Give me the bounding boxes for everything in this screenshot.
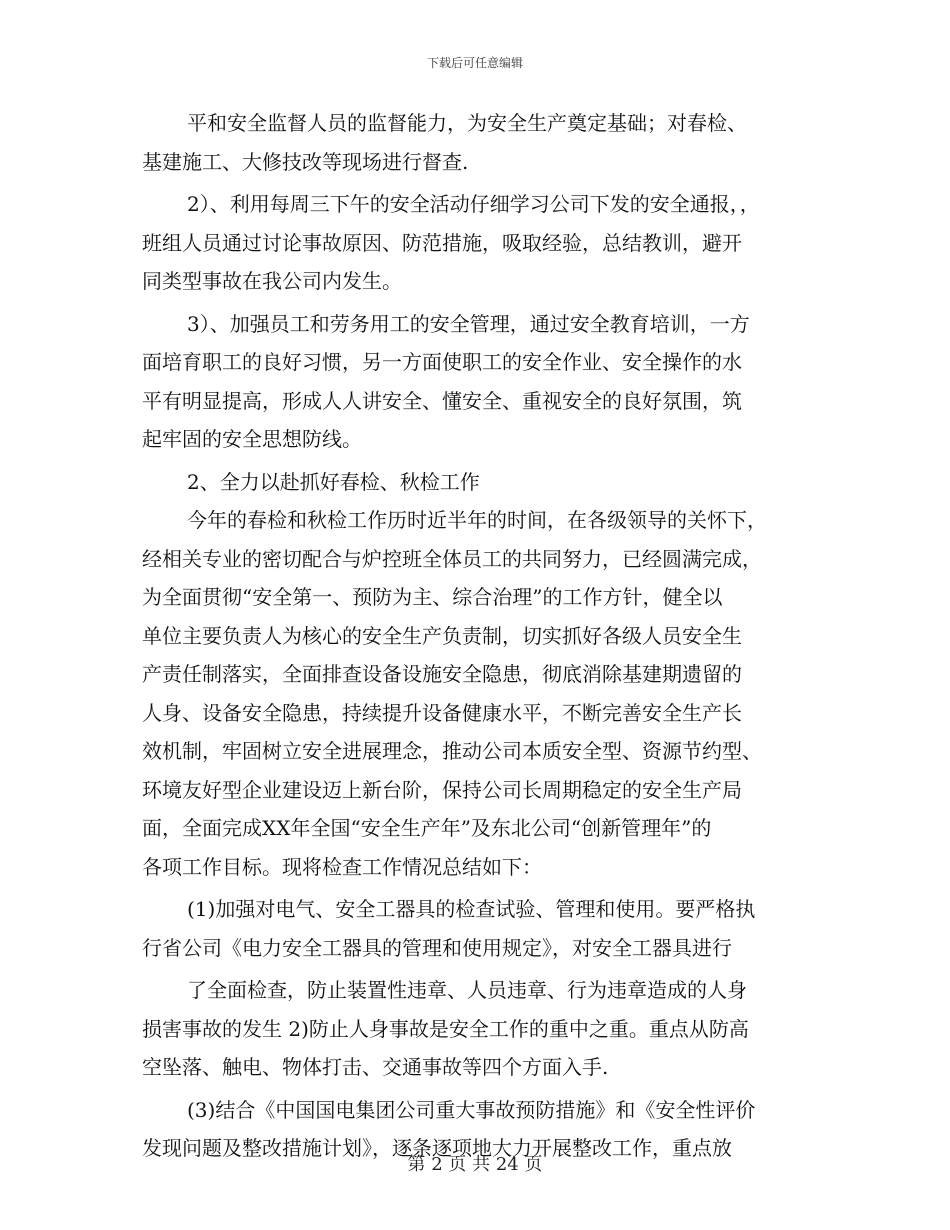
text-line: 班组人员通过讨论事故原因、防范措施，吸取经验，总结教训，避开: [142, 230, 742, 255]
text-line: 单位主要负责人为核心的安全生产负责制，切实抓好各级人员安全生: [142, 623, 742, 648]
text-line: 产责任制落实，全面排查设备设施安全隐患，彻底消除基建期遗留的: [142, 662, 742, 686]
text-line: 面培育职工的良好习惯，另一方面使职工的安全作业、安全操作的水: [142, 350, 742, 374]
text-line: 空坠落、触电、物体打击、交通事故等四个方面入手.: [142, 1055, 609, 1079]
text-line: 起牢固的安全思想防线。: [142, 427, 362, 451]
section-heading: 2、全力以赴抓好春检、秋检工作: [187, 469, 480, 494]
text-line: 面，全面完成XX年全国“安全生产年”及东北公司“创新管理年”的: [142, 816, 712, 840]
page-header: 下载后可任意编辑: [426, 56, 523, 70]
text-line: (1)加强对电气、安全工器具的检查试验、管理和使用。要严格执: [187, 897, 756, 921]
text-line: 平有明显提高，形成人人讲安全、懂安全、重视安全的良好氛围，筑: [142, 388, 742, 413]
text-line: 行省公司《电力安全工器具的管理和使用规定》，对安全工器具进行: [142, 935, 732, 960]
text-line: 平和安全监督人员的监督能力，为安全生产奠定基础；对春检、: [187, 111, 747, 135]
page-number-footer: 第 2 页 共 24 页: [407, 1154, 543, 1175]
text-line: 2）、利用每周三下午的安全活动仔细学习公司下发的安全通报，，: [187, 192, 760, 216]
text-line: (3)结合《中国国电集团公司重大事故预防措施》和《安全性评价: [187, 1097, 756, 1122]
text-line: 人身、设备安全隐患，持续提升设备健康水平，不断完善安全生产长: [142, 700, 742, 725]
text-line: 环境友好型企业建设迈上新台阶，保持公司长周期稳定的安全生产局: [142, 777, 742, 802]
text-line: 3）、加强员工和劳务用工的安全管理，通过安全教育培训，一方: [187, 311, 750, 336]
text-line: 为全面贯彻“安全第一、预防为主、综合治理”的工作方针，健全以: [142, 585, 723, 609]
text-line: 各项工作目标。现将检查工作情况总结如下：: [142, 854, 542, 879]
text-line: 基建施工、大修技改等现场进行督查.: [142, 149, 469, 174]
text-line: 效机制，牢固树立安全进展理念，推动公司本质安全型、资源节约型、: [142, 739, 762, 763]
document-body: [142, 104, 814, 1168]
text-line: 今年的春检和秋检工作历时近半年的时间，在各级领导的关怀下，: [187, 508, 767, 532]
text-line: 发现问题及整改措施计划》，逐条逐项地大力开展整改工作，重点放: [142, 1136, 732, 1160]
text-line: 了全面检查，防止装置性违章、人员违章、行为违章造成的人身: [187, 978, 747, 1002]
text-line: 同类型事故在我公司内发生。: [142, 269, 402, 293]
text-line: 经相关专业的密切配合与炉控班全体员工的共同努力，已经圆满完成，: [142, 546, 762, 571]
text-line: 损害事故的发生 2)防止人身事故是安全工作的重中之重。重点从防高: [142, 1016, 749, 1041]
